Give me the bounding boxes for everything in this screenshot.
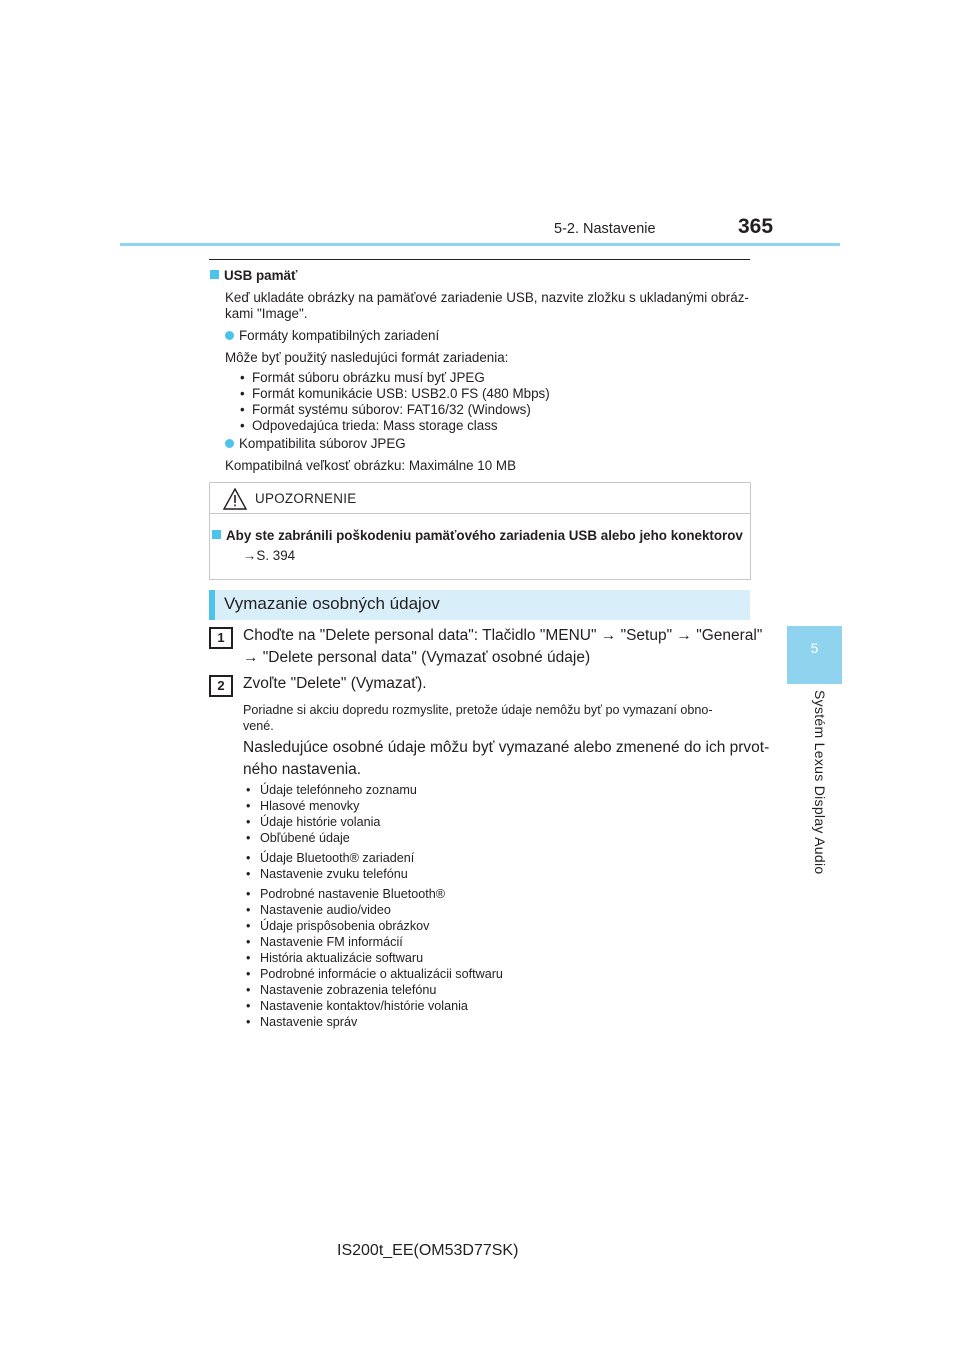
bullet-icon: • [246, 983, 251, 997]
list-item: • Údaje prispôsobenia obrázkov [246, 919, 430, 933]
round-bullet-icon [225, 439, 234, 448]
running-header: 5-2. Nastavenie [554, 221, 656, 237]
list-item: • Údaje histórie volania [246, 815, 381, 829]
bullet-icon: • [240, 402, 245, 417]
caution-item [212, 528, 743, 544]
list-item: • Podrobné informácie o aktualizácii softwaru [246, 967, 503, 981]
square-bullet-icon [212, 530, 221, 539]
chapter-label: Systém Lexus Display Audio [812, 690, 828, 875]
round-bullet-icon [225, 331, 234, 340]
desc-line-1: Nasledujúce osobné údaje môžu byť vymazané alebo zmenené do ich prvot- [243, 739, 770, 756]
bullet-icon: • [246, 851, 251, 865]
formats-heading [225, 328, 439, 344]
section-title: Vymazanie osobných údajov [224, 594, 440, 613]
jpeg-heading [225, 436, 406, 452]
list-item: • Nastavenie správ [246, 1015, 358, 1029]
arrow-right-icon: → [243, 548, 257, 563]
warning-triangle-icon [223, 488, 247, 510]
list-item: • Hlasové menovky [246, 799, 360, 813]
list-item: • História aktualizácie softwaru [246, 951, 424, 965]
bullet-icon: • [246, 935, 251, 949]
jpeg-text: Kompatibilná veľkosť obrázku: Maximálne 10 MB [225, 458, 517, 473]
personal-data-list [246, 782, 503, 1030]
list-item: • Formát komunikácie USB: USB2.0 FS (480 Mbps) [240, 386, 550, 401]
section-header-accent [209, 590, 215, 620]
bullet-icon: • [246, 951, 251, 965]
list-item: • Údaje Bluetooth® zariadení [246, 851, 415, 865]
bullet-icon: • [246, 967, 251, 981]
step-1-badge: 1 [209, 627, 233, 649]
list-item: • Obľúbené údaje [246, 831, 350, 845]
page-number: 365 [738, 215, 774, 238]
page-reference: S. 394 [256, 548, 296, 563]
note-line-1: Poriadne si akciu dopredu rozmyslite, pretože údaje nemôžu byť po vymazaní obno- [243, 703, 713, 717]
bullet-icon: • [240, 386, 245, 401]
usb-intro-2: kami "Image". [225, 306, 308, 321]
list-item: • Nastavenie kontaktov/histórie volania [246, 999, 468, 1013]
bullet-icon: • [246, 799, 251, 813]
list-item: • Formát súboru obrázku musí byť JPEG [240, 370, 485, 385]
formats-list [210, 370, 550, 434]
desc-line-2: ného nastavenia. [243, 761, 362, 778]
formats-title: Formáty kompatibilných zariadení [239, 328, 440, 343]
bullet-icon: • [240, 418, 245, 433]
usb-heading [210, 268, 297, 284]
caution-title: UPOZORNENIE [255, 491, 357, 506]
step-1-line-2: → "Delete personal data" (Vymazať osobné údaje) [243, 649, 591, 666]
list-item: • Nastavenie FM informácií [246, 935, 403, 949]
list-item: • Nastavenie zobrazenia telefónu [246, 983, 437, 997]
note-line-2: vené. [243, 719, 274, 733]
bullet-icon: • [246, 903, 251, 917]
chapter-number: 5 [810, 640, 819, 656]
usb-intro-1: Keď ukladáte obrázky na pamäťové zariadenie USB, nazvite zložku s ukladanými obráz- [225, 290, 749, 305]
document-code: IS200t_EE(OM53D77SK) [337, 1242, 519, 1259]
step-1-line-1: Choďte na "Delete personal data": Tlačidlo "MENU" → "Setup" → "General" [243, 627, 763, 644]
bullet-icon: • [246, 919, 251, 933]
bullet-icon: • [246, 999, 251, 1013]
bullet-icon: • [246, 831, 251, 845]
caution-divider [210, 513, 750, 514]
bullet-icon: • [246, 783, 251, 797]
list-item: • Odpovedajúca trieda: Mass storage class [240, 418, 498, 433]
step-2-text: Zvoľte "Delete" (Vymazať). [243, 675, 427, 692]
header-rule [120, 243, 840, 246]
bullet-icon: • [240, 370, 245, 385]
list-item: • Nastavenie zvuku telefónu [246, 867, 408, 881]
caution-ref [243, 548, 295, 564]
bullet-icon: • [246, 1015, 251, 1029]
jpeg-title: Kompatibilita súborov JPEG [239, 436, 406, 451]
bullet-icon: • [246, 867, 251, 881]
usb-title: USB pamäť [224, 268, 298, 283]
square-bullet-icon [210, 270, 219, 279]
bullet-icon: • [246, 815, 251, 829]
bullet-icon: • [246, 887, 251, 901]
list-item: • Podrobné nastavenie Bluetooth® [246, 887, 446, 901]
step-2-badge: 2 [209, 675, 233, 697]
content-rule [209, 259, 750, 260]
list-item: • Formát systému súborov: FAT16/32 (Windows) [240, 402, 531, 417]
formats-intro: Môže byť použitý nasledujúci formát zariadenia: [225, 350, 509, 365]
list-item: • Nastavenie audio/video [246, 903, 391, 917]
list-item: • Údaje telefónneho zoznamu [246, 783, 417, 797]
caution-item-title: Aby ste zabránili poškodeniu pamäťového zariadenia USB alebo jeho konektorov [226, 528, 743, 543]
